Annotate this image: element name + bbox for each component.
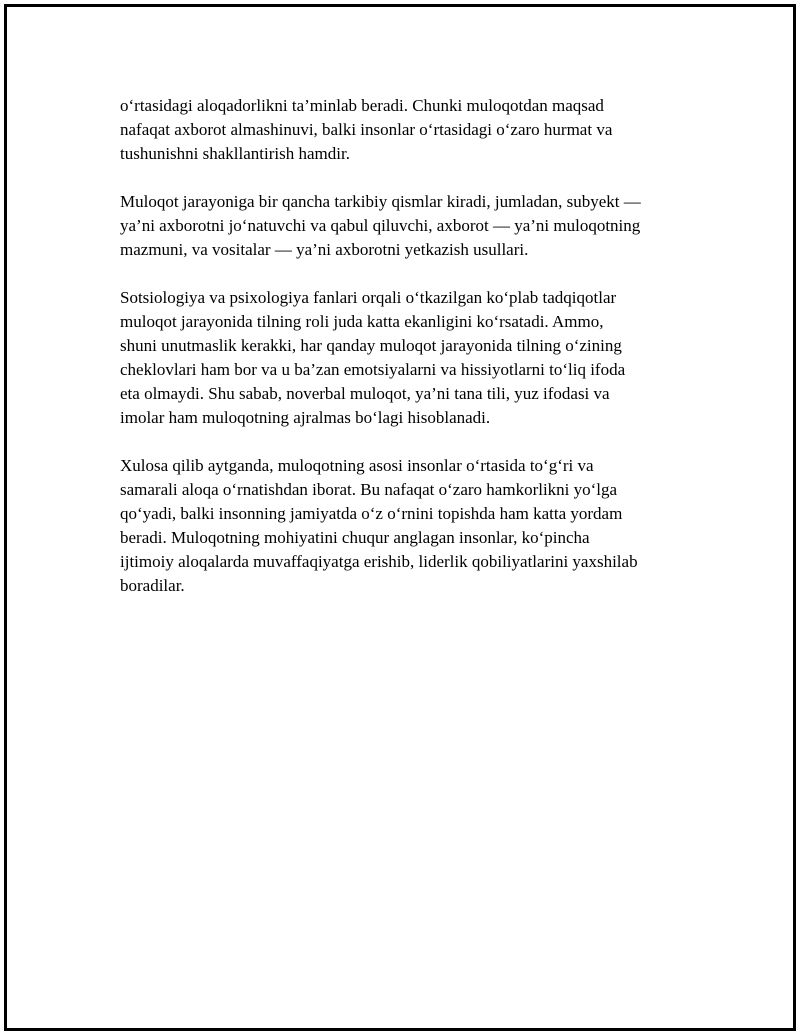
paragraph-1: o‘rtasidagi aloqadorlikni ta’minlab beradi. Chunki muloqotdan maqsad nafaqat axborot almashinuvi, balki insonlar o‘rtasidagi o‘zaro hurmat va tushunishni shakllantirish hamdir.: [120, 96, 613, 163]
paragraph-4: Xulosa qilib aytganda, muloqotning asosi insonlar o‘rtasida to‘g‘ri va samarali aloqa o‘rnatishdan iborat. Bu nafaqat o‘zaro hamkorlikni yo‘lga qo‘yadi, balki insonning jamiyatda o‘z o‘rnini topishda ham katta yordam beradi. Muloqotning mohiyatini chuqur anglagan insonlar, ko‘pincha ijtimoiy aloqalarda muvaffaqiyatga erishib, liderlik qobiliyatlarini yaxshilab boradilar.: [120, 456, 638, 595]
document-page: [4, 4, 796, 1031]
paragraph-3: Sotsiologiya va psixologiya fanlari orqali o‘tkazilgan ko‘plab tadqiqotlar muloqot jarayonida tilning roli juda katta ekanligini ko‘rsatadi. Ammo, shuni unutmaslik kerakki, har qanday muloqot jarayonida tilning o‘zining cheklovlari ham bor va u ba’zan emotsiyalarni va hissiyotlarni to‘liq ifoda eta olmaydi. Shu sabab, noverbal muloqot, ya’ni tana tili, yuz ifodasi va imolar ham muloqotning ajralmas bo‘lagi hisoblanadi.: [120, 288, 626, 427]
document-body: [120, 94, 690, 622]
paragraph-2: Muloqot jarayoniga bir qancha tarkibiy qismlar kiradi, jumladan, subyekt — ya’ni axborotni jo‘natuvchi va qabul qiluvchi, axborot — ya’ni muloqotning mazmuni, va vositalar — ya’ni axborotni yetkazish usullari.: [120, 192, 641, 259]
